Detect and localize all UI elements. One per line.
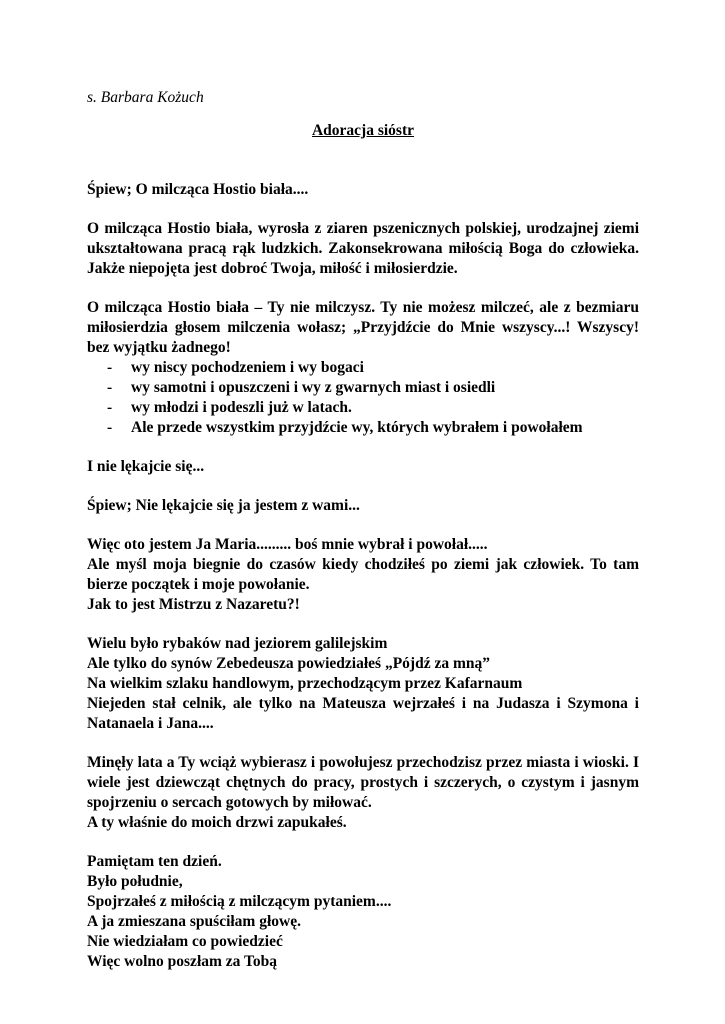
paragraph-line: Ale tylko do synów Zebedeusza powiedziałeś „Pójdź za mną”: [87, 655, 490, 672]
paragraph-line: Na wielkim szlaku handlowym, przechodzącym przez Kafarnaum: [87, 675, 523, 692]
verse-line: Spojrzałeś z miłością z milczącym pytaniem....: [87, 893, 392, 910]
paragraph-line: Minęły lata a Ty wciąż wybierasz i powołujesz przechodzisz przez miasta i wioski. I wiele jest dziewcząt chętnych do pracy, prostych i szczerych, o czystym i jasnym spojrzeniu o sercach gotowych by miłować.: [87, 754, 639, 811]
document-title: Adoracja sióstr: [311, 122, 415, 139]
paragraph-line: Ale myśl moja biegnie do czasów kiedy chodziłeś po ziemi jak człowiek. To tam bierze początek i moje powołanie.: [87, 556, 639, 593]
verse-line: Więc wolno poszłam za Tobą: [87, 953, 278, 970]
list-item: - wy niscy pochodzeniem i wy bogaci: [87, 358, 639, 378]
verse-line: Nie wiedziałam co powiedzieć: [87, 933, 283, 950]
paragraph-1: O milcząca Hostio biała, wyrosła z ziaren pszenicznych polskiej, urodzajnej ziemi ukształtowana pracą rąk ludzkich. Zakonsekrowana miłością Boga do człowieka. Jakże niepojęta jest dobroć Twoja, miłość i miłosierdzie.: [87, 220, 639, 277]
document-page: [87, 88, 639, 972]
song-heading-2: Śpiew; Nie lękajcie się ja jestem z wami...: [87, 497, 360, 514]
song-heading-1: Śpiew; O milcząca Hostio biała....: [87, 181, 309, 198]
paragraph-3: [87, 535, 639, 615]
paragraph-4: [87, 634, 639, 734]
verse-line: Było południe,: [87, 873, 183, 890]
list-item: - wy samotni i opuszczeni i wy z gwarnych miast i osiedli: [87, 378, 639, 398]
dash-list: [87, 358, 639, 438]
verse-line: A ja zmieszana spuściłam głowę.: [87, 913, 301, 930]
verse-line: Pamiętam ten dzień.: [87, 853, 222, 870]
paragraph-2: O milcząca Hostio biała – Ty nie milczysz. Ty nie możesz milczeć, ale z bezmiaru miłosierdzia głosem milczenia wołasz; „Przyjdźcie do Mnie wszyscy...! Wszyscy! bez wyjątku żadnego!: [87, 299, 639, 356]
paragraph-line: Więc oto jestem Ja Maria......... boś mnie wybrał i powołał.....: [87, 536, 488, 553]
list-item: - Ale przede wszystkim przyjdźcie wy, których wybrałem i powołałem: [87, 418, 639, 438]
list-item: - wy młodzi i podeszli już w latach.: [87, 398, 639, 418]
paragraph-6: [87, 852, 639, 972]
paragraph-line: Wielu było rybaków nad jeziorem galilejskim: [87, 635, 388, 652]
paragraph-line: Niejeden stał celnik, ale tylko na Mateusza wejrzałeś i na Judasza i Szymona i Natanaela i Jana....: [87, 695, 639, 732]
author-line: s. Barbara Kożuch: [87, 89, 204, 106]
paragraph-line: A ty właśnie do moich drzwi zapukałeś.: [87, 814, 347, 831]
paragraph-line: Jak to jest Mistrzu z Nazaretu?!: [87, 596, 300, 613]
fear-line: I nie lękajcie się...: [87, 458, 205, 475]
paragraph-5: [87, 753, 639, 833]
